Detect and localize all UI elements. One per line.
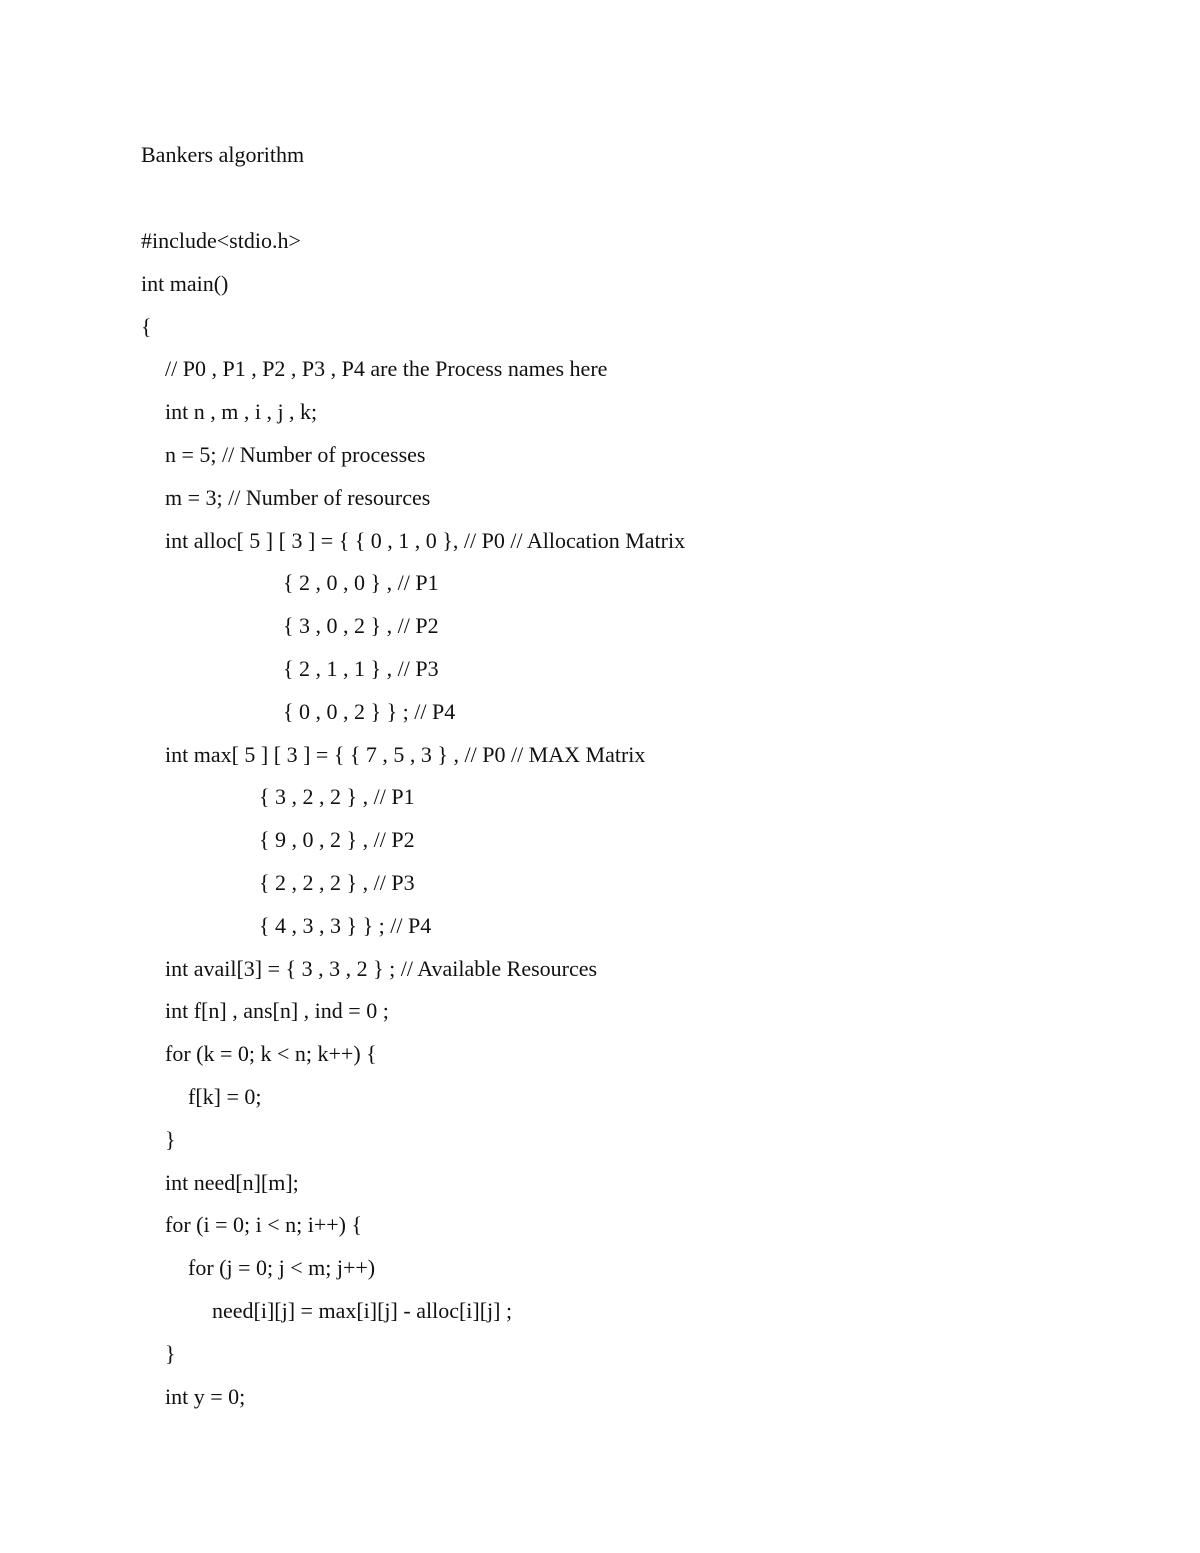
code-line: int alloc[ 5 ] [ 3 ] = { { 0 , 1 , 0 }, // P0 // Allocation Matrix <box>165 527 686 553</box>
code-line: // P0 , P1 , P2 , P3 , P4 are the Process names here <box>165 356 608 382</box>
code-line: int need[n][m]; <box>165 1169 299 1195</box>
code-line: { 3 , 0 , 2 } , // P2 <box>283 613 439 639</box>
code-line: { 2 , 0 , 0 } , // P1 <box>283 570 439 596</box>
code-line: { 4 , 3 , 3 } } ; // P4 <box>259 912 432 938</box>
code-line: need[i][j] = max[i][j] - alloc[i][j] ; <box>212 1297 513 1323</box>
code-line: for (k = 0; k < n; k++) { <box>165 1041 377 1067</box>
code-line: { 2 , 2 , 2 } , // P3 <box>259 869 415 895</box>
code-line: int y = 0; <box>165 1383 246 1409</box>
code-line: } <box>165 1126 176 1152</box>
code-line: for (j = 0; j < m; j++) <box>188 1255 376 1281</box>
code-line: { 3 , 2 , 2 } , // P1 <box>259 784 415 810</box>
document-title: Bankers algorithm <box>141 142 305 167</box>
code-line: int avail[3] = { 3 , 3 , 2 } ; // Available Resources <box>165 955 598 981</box>
code-line: n = 5; // Number of processes <box>165 441 426 467</box>
code-line: int max[ 5 ] [ 3 ] = { { 7 , 5 , 3 } , // P0 // MAX Matrix <box>165 741 646 767</box>
code-line: { 9 , 0 , 2 } , // P2 <box>259 827 415 853</box>
code-line: { 2 , 1 , 1 } , // P3 <box>283 655 439 681</box>
code-line: #include<stdio.h> <box>141 228 301 253</box>
code-line: int main() <box>141 270 229 296</box>
code-line: m = 3; // Number of resources <box>165 484 431 510</box>
code-listing <box>141 226 685 1424</box>
code-line: int n , m , i , j , k; <box>165 399 318 425</box>
code-line: for (i = 0; i < n; i++) { <box>165 1212 363 1238</box>
code-line: } <box>165 1340 176 1366</box>
code-line: { <box>141 313 152 339</box>
code-line: int f[n] , ans[n] , ind = 0 ; <box>165 998 389 1024</box>
code-line: { 0 , 0 , 2 } } ; // P4 <box>283 698 456 724</box>
code-line: f[k] = 0; <box>188 1083 262 1109</box>
